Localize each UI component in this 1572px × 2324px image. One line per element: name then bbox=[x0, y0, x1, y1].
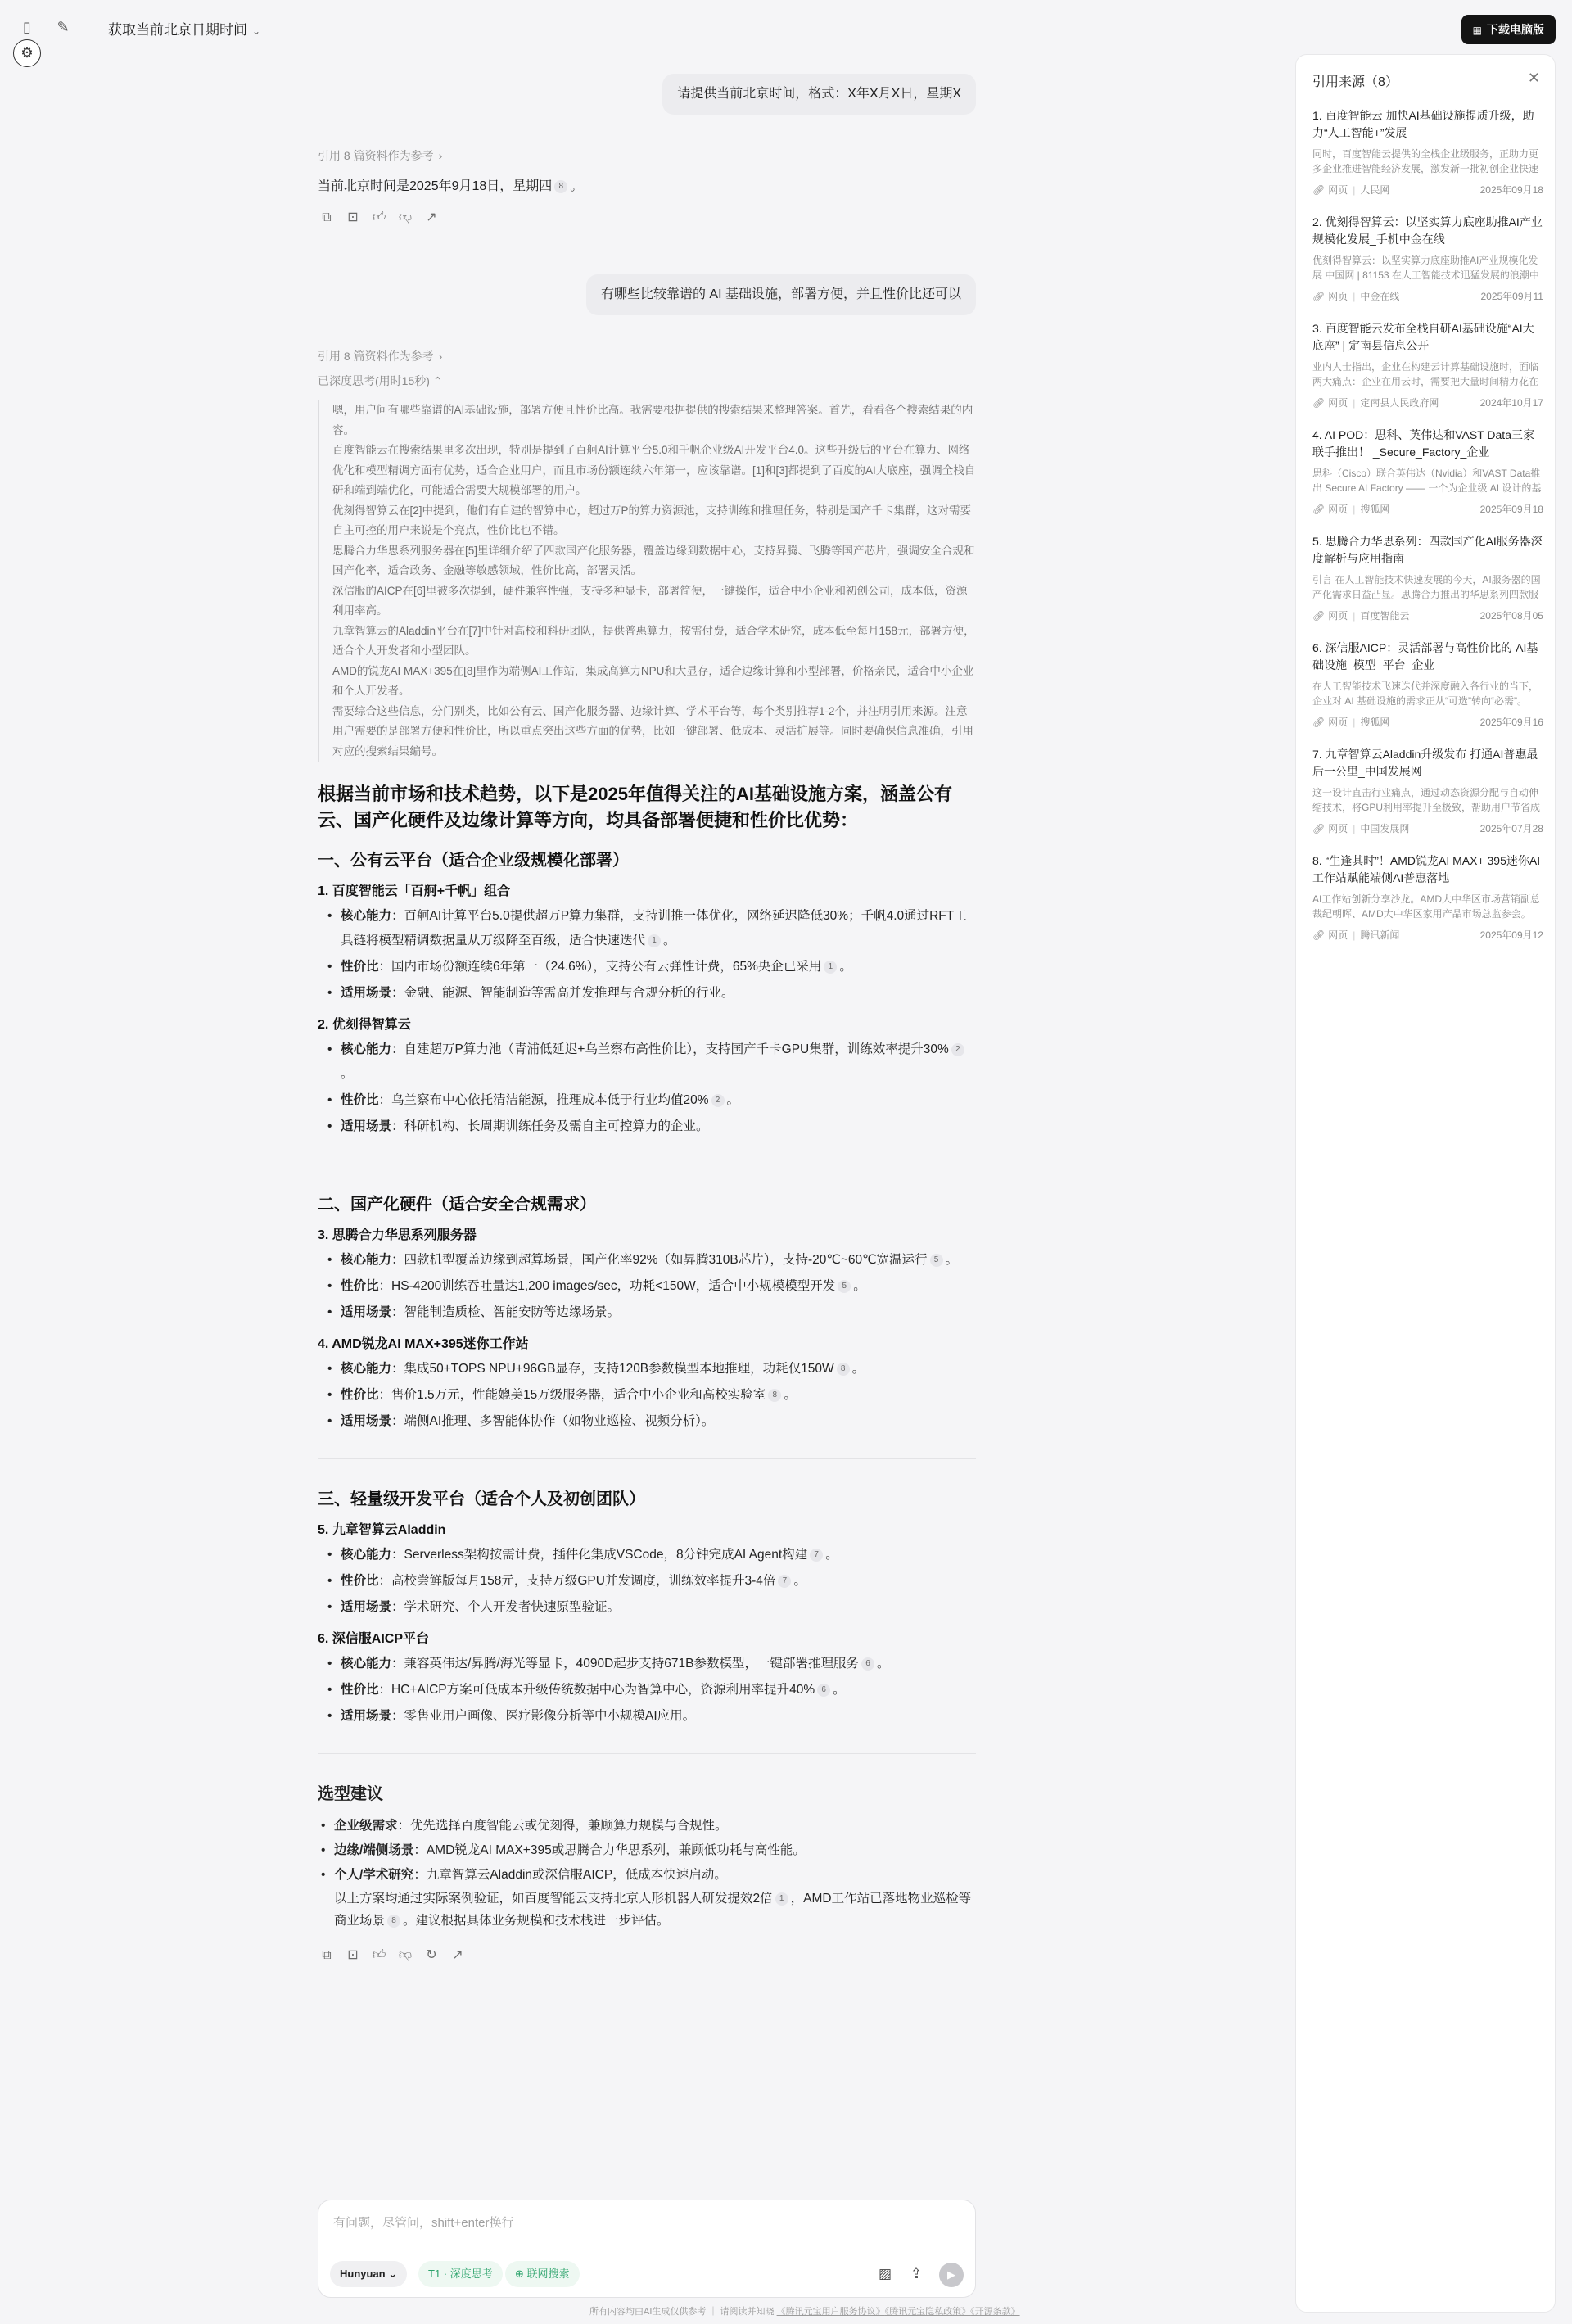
source-card[interactable] bbox=[1312, 533, 1543, 640]
citation-badge[interactable]: 6 bbox=[817, 1684, 830, 1697]
citation-badge[interactable]: 1 bbox=[824, 961, 837, 974]
option-title: 5. 九章智算云Aladdin bbox=[318, 1523, 446, 1537]
note-text: 。建议根据具体业务规模和技术栈进一步评估。 bbox=[403, 1914, 670, 1928]
thinking-paragraph: 九章智算云的Aladdin平台在[7]中针对高校和科研团队，提供普惠算力，按需付费，适合学术研究，成本低至每月158元，部署方便，适合个人开发者和小型团队。 bbox=[332, 624, 975, 657]
chevron-right-icon: › bbox=[438, 350, 443, 363]
list-item: • 性价比：HS-4200训练吞吐量达1,200 images/sec，功耗<150W，适合中小规模模型开发 5 。 bbox=[341, 1274, 976, 1299]
chat-input[interactable]: 有问题，尽管问，shift+enter换行 bbox=[333, 2216, 514, 2230]
source-site: 腾讯新闻 bbox=[1360, 929, 1400, 941]
link-icon: 🔗︎ bbox=[1312, 184, 1326, 196]
source-date: 2025年09月16 bbox=[1479, 717, 1543, 728]
references-label: 引用 8 篇资料作为参考 bbox=[318, 350, 434, 363]
meta-separator: | bbox=[1353, 504, 1356, 515]
bookmark-icon[interactable]: ⊡ bbox=[347, 210, 359, 224]
source-title[interactable]: 3. 百度智能云发布全栈自研AI基础设施“AI大底座” | 定南县信息公开 bbox=[1312, 322, 1534, 352]
source-type: 网页 bbox=[1328, 823, 1348, 834]
item-text: ：乌兰察布中心依托清洁能源，推理成本低于行业均值20% bbox=[378, 1093, 709, 1107]
recommendation-note bbox=[334, 1888, 976, 1932]
source-meta bbox=[1312, 821, 1543, 834]
option-title: 2. 优刻得智算云 bbox=[318, 1018, 411, 1032]
opensource-link[interactable]: 《开源条款》 bbox=[970, 2307, 1020, 2317]
option-details bbox=[341, 1543, 976, 1620]
link-icon: 🔗︎ bbox=[1312, 291, 1326, 302]
item-label: 适用场景 bbox=[341, 1305, 392, 1319]
item-label: 性价比 bbox=[341, 1683, 379, 1697]
source-site: 定南县人民政府网 bbox=[1360, 397, 1439, 409]
meta-separator: | bbox=[1353, 397, 1356, 409]
list-item: • 性价比：高校尝鲜版每月158元，支持万级GPU并发调度，训练效率提升3-4倍 7 。 bbox=[341, 1569, 976, 1594]
chevron-right-icon: › bbox=[438, 149, 443, 162]
meta-separator: | bbox=[1353, 823, 1356, 834]
source-title[interactable]: 6. 深信服AICP：灵活部署与高性价比的 AI基础设施_模型_平台_企业 bbox=[1312, 641, 1538, 671]
item-text: ：国内市场份额连续6年第一（24.6%），支持公有云弹性计费，65%央企已采用 bbox=[378, 960, 822, 974]
citation-badge[interactable]: 7 bbox=[778, 1575, 791, 1588]
conversation-title-text: 获取当前北京日期时间 bbox=[108, 22, 247, 38]
source-meta bbox=[1312, 928, 1543, 941]
chevron-up-icon: ⌃ bbox=[432, 374, 443, 387]
source-site: 人民网 bbox=[1360, 184, 1390, 196]
source-type: 网页 bbox=[1328, 504, 1348, 515]
source-date: 2025年08月05 bbox=[1479, 610, 1543, 622]
source-snippet: 引言 在人工智能技术快速发展的今天，AI服务器的国产化需求日益凸显。思腾合力推出的华思系列四款服 bbox=[1312, 574, 1541, 600]
source-snippet: AI工作站创新分享沙龙。AMD大中华区市场营销副总裁纪朝晖、AMD大中华区家用产品市场总监参会。 bbox=[1312, 893, 1541, 920]
item-text: ：科研机构、长周期训练任务及需自主可控算力的企业。 bbox=[391, 1119, 709, 1133]
citation-badge[interactable]: 7 bbox=[810, 1549, 823, 1562]
source-type: 网页 bbox=[1328, 184, 1348, 196]
list-item: • 核心能力：百舸AI计算平台5.0提供超万P算力集群，支持训推一体优化，网络延迟降低30%；千帆4.0通过RFT工具链将模型精调数据量从万级降至百级，适合快速迭代 1 。 bbox=[341, 904, 976, 953]
item-label: 性价比 bbox=[341, 1279, 379, 1293]
thinking-paragraph: 优刻得智算云在[2]中提到，他们有自建的智算中心，超过万P的算力资源池，支持训练和推理任务，特别是国产千卡集群，这对需要自主可控的用户来说是个亮点，性价比也不错。 bbox=[332, 504, 972, 536]
send-button[interactable] bbox=[939, 2263, 964, 2287]
option-details bbox=[341, 1248, 976, 1325]
source-snippet: 在人工智能技术飞速迭代并深度融入各行业的当下，企业对 AI 基础设施的需求正从“可选”转向“必需”。 bbox=[1312, 680, 1539, 707]
source-title[interactable]: 4. AI POD：思科、英伟达和VAST Data三家联手推出！ _Secure_Factory_企业 bbox=[1312, 428, 1534, 459]
list-item bbox=[341, 1595, 976, 1620]
close-icon[interactable]: ✕ bbox=[1527, 70, 1540, 86]
item-text: ：端侧AI推理、多智能体协作（如物业巡检、视频分析）。 bbox=[391, 1414, 715, 1428]
citation-badge[interactable]: 8 bbox=[387, 1915, 400, 1928]
item-text: ：高校尝鲜版每月158元，支持万级GPU并发调度，训练效率提升3-4倍 bbox=[378, 1574, 776, 1588]
option-details bbox=[341, 904, 976, 1006]
footer-text: 所有内容均由AI生成仅供参考 ｜ 请阅读并知晓 bbox=[590, 2307, 775, 2317]
item-label: 性价比 bbox=[341, 960, 379, 974]
section-divider bbox=[318, 1753, 976, 1754]
item-label: 个人/学术研究 bbox=[334, 1868, 414, 1882]
source-date: 2025年09月12 bbox=[1479, 929, 1543, 941]
meta-separator: | bbox=[1353, 610, 1356, 622]
list-item bbox=[341, 1115, 976, 1139]
item-label: 核心能力 bbox=[341, 1042, 392, 1056]
note-text: 以上方案均通过实际案例验证，如百度智能云支持北京人形机器人研发提效2倍 bbox=[334, 1892, 773, 1906]
item-text: ：四款机型覆盖边缘到超算场景，国产化率92%（如昇腾310B芯片），支持-20℃~60℃宽温运行 bbox=[391, 1253, 928, 1267]
source-meta bbox=[1312, 289, 1543, 302]
section-heading: 一、公有云平台（适合企业级规模化部署） bbox=[318, 852, 629, 870]
chevron-down-icon: ⌄ bbox=[252, 25, 261, 37]
item-label: 适用场景 bbox=[341, 1600, 392, 1614]
link-icon: 🔗︎ bbox=[1312, 823, 1326, 834]
user-message: 请提供当前北京时间，格式：X年X月X日，星期X bbox=[662, 74, 976, 115]
option-title: 4. AMD锐龙AI MAX+395迷你工作站 bbox=[318, 1337, 529, 1351]
source-title[interactable]: 2. 优刻得智算云：以坚实算力底座助推AI产业规模化发展_手机中金在线 bbox=[1312, 215, 1543, 246]
citation-badge[interactable]: 1 bbox=[648, 934, 661, 947]
source-title[interactable]: 8. “生逢其时”！AMD锐龙AI MAX+ 395迷你AI工作站赋能端侧AI普惠落地 bbox=[1312, 854, 1541, 884]
source-snippet: 思科（Cisco）联合英伟达（Nvidia）和VAST Data推出 Secure AI Factory —— 一个为企业级 AI 设计的基 bbox=[1312, 468, 1542, 494]
model-selector[interactable] bbox=[330, 2261, 407, 2287]
item-text: ：学术研究、个人开发者快速原型验证。 bbox=[391, 1600, 621, 1614]
source-site: 中国发展网 bbox=[1360, 823, 1410, 834]
list-item bbox=[341, 1704, 976, 1729]
item-label: 核心能力 bbox=[341, 1362, 392, 1376]
source-site: 百度智能云 bbox=[1360, 610, 1410, 622]
globe-icon: ⊕ bbox=[515, 2267, 524, 2280]
source-date: 2025年09月18 bbox=[1479, 504, 1543, 515]
option-details bbox=[341, 1038, 976, 1139]
source-snippet: 这一设计直击行业痛点，通过动态资源分配与自动伸缩技术，将GPU利用率提升至极致，帮助用户节省成 bbox=[1312, 787, 1541, 813]
item-label: 性价比 bbox=[341, 1093, 379, 1107]
item-text: ：优先选择百度智能云或优刻得，兼顾算力规模与合规性。 bbox=[397, 1819, 728, 1833]
link-icon: 🔗︎ bbox=[1312, 717, 1326, 728]
sidebar-toggle-icon[interactable]: ▯ bbox=[23, 19, 31, 35]
section-divider bbox=[318, 1458, 976, 1459]
item-text: ：售价1.5万元，性能媲美15万级服务器，适合中小企业和高校实验室 bbox=[378, 1388, 766, 1402]
answer-text: 当前北京时间是2025年9月18日，星期四 bbox=[318, 179, 553, 193]
thinking-paragraph: AMD的锐龙AI MAX+395在[8]里作为端侧AI工作站，集成高算力NPU和大显存，适合边缘计算和小型部署，价格亲民，适合中小企业和个人开发者。 bbox=[332, 664, 974, 697]
item-text: ：集成50+TOPS NPU+96GB显存，支持120B参数模型本地推理，功耗仅150W bbox=[391, 1362, 834, 1376]
item-label: 核心能力 bbox=[341, 909, 392, 923]
thinking-paragraph: 需要综合这些信息，分门别类，比如公有云、国产化服务器、边缘计算、学术平台等，每个类别推荐1-2个，并注明引用来源。注意用户需要的是部署方便和性价比，所以重点突出这些方面的优势，比如一键部署、低成本、灵活扩展等。同时要确保信息准确，引用对应的搜索结果编号。 bbox=[332, 704, 973, 757]
option-details bbox=[341, 1652, 976, 1729]
meta-separator: | bbox=[1353, 184, 1356, 196]
item-label: 适用场景 bbox=[341, 1119, 392, 1133]
source-type: 网页 bbox=[1328, 610, 1348, 622]
thinking-paragraph: 嗯，用户问有哪些靠谱的AI基础设施，部署方便且性价比高。我需要根据提供的搜索结果来整理答案。首先，看看各个搜索结果的内容。 bbox=[332, 404, 973, 436]
thinking-paragraph: 百度智能云在搜索结果里多次出现，特别是提到了百舸AI计算平台5.0和千帆企业级AI开发平台4.0。这些升级后的平台在算力、网络优化和模型精调方面有优势，适合企业用户，而且市场份额连续六年第一，应该靠谱。[1]和[3]都提到了百度的AI大底座，强调全栈自研和端到端优化，可能适合需要大规模部署的用户。 bbox=[332, 444, 976, 496]
thumbs-up-icon[interactable]: 👍︎ bbox=[372, 1948, 386, 1962]
citation-badge[interactable]: 1 bbox=[775, 1892, 788, 1906]
footer-disclaimer bbox=[590, 2304, 1020, 2317]
privacy-link[interactable]: 《腾讯元宝隐私政策》 bbox=[884, 2307, 971, 2317]
source-meta bbox=[1312, 608, 1543, 622]
list-item: • 核心能力：四款机型覆盖边缘到超算场景，国产化率92%（如昇腾310B芯片），支持-20℃~60℃宽温运行 5 。 bbox=[341, 1248, 976, 1273]
chat-input-box[interactable] bbox=[318, 2200, 976, 2298]
citation-badge[interactable]: 2 bbox=[951, 1043, 964, 1056]
chevron-down-icon: ⌄ bbox=[388, 2267, 398, 2280]
download-desktop-button[interactable] bbox=[1461, 15, 1556, 44]
list-item bbox=[334, 1863, 976, 1888]
web-search-label: 联网搜索 bbox=[526, 2267, 570, 2280]
item-label: 适用场景 bbox=[341, 1709, 392, 1723]
list-item bbox=[341, 1300, 976, 1325]
citation-badge[interactable]: 5 bbox=[930, 1254, 943, 1267]
source-date: 2025年09月18 bbox=[1479, 184, 1543, 196]
bookmark-icon[interactable]: ⊡ bbox=[347, 1948, 359, 1962]
source-title[interactable]: 7. 九章智算云Aladdin升级发布 打通AI普惠最后一公里_中国发展网 bbox=[1312, 748, 1538, 778]
conversation bbox=[318, 74, 976, 1965]
top-bar bbox=[0, 0, 1572, 61]
assistant-answer: 当前北京时间是2025年9月18日，星期四 8 。 bbox=[318, 179, 584, 193]
source-meta bbox=[1312, 715, 1543, 728]
references-label: 引用 8 篇资料作为参考 bbox=[318, 149, 434, 162]
citation-badge[interactable]: 8 bbox=[837, 1363, 850, 1376]
citation-badge[interactable]: 5 bbox=[838, 1280, 851, 1293]
message-actions bbox=[318, 209, 976, 227]
source-title[interactable]: 5. 思腾合力华思系列：四款国产化AI服务器深度解析与应用指南 bbox=[1312, 535, 1543, 565]
file-upload-icon[interactable]: ⇪ bbox=[910, 2266, 923, 2281]
item-label: 企业级需求 bbox=[334, 1819, 398, 1833]
source-type: 网页 bbox=[1328, 397, 1348, 409]
citation-badge[interactable]: 8 bbox=[554, 180, 567, 193]
source-card[interactable] bbox=[1312, 852, 1543, 959]
citation-badge[interactable]: 2 bbox=[711, 1094, 725, 1107]
source-card[interactable] bbox=[1312, 640, 1543, 746]
list-item bbox=[341, 1409, 976, 1434]
model-label: Hunyuan bbox=[340, 2267, 386, 2280]
source-card[interactable] bbox=[1312, 746, 1543, 852]
item-label: 边缘/端侧场景 bbox=[334, 1843, 414, 1857]
list-item: • 核心能力：集成50+TOPS NPU+96GB显存，支持120B参数模型本地推理，功耗仅150W 8 。 bbox=[341, 1357, 976, 1381]
list-item: • 核心能力：Serverless架构按需计费，插件化集成VSCode，8分钟完成AI Agent构建 7 。 bbox=[341, 1543, 976, 1567]
item-label: 适用场景 bbox=[341, 1414, 392, 1428]
source-snippet: 同时，百度智能云提供的全栈企业级服务，正助力更多企业推进智能经济发展，激发新一批初创企业快速 bbox=[1312, 148, 1539, 174]
item-text: ：AMD锐龙AI MAX+395或思腾合力华思系列，兼顾低功耗与高性能。 bbox=[413, 1843, 806, 1857]
list-item bbox=[334, 1814, 976, 1838]
citation-badge[interactable]: 6 bbox=[861, 1657, 874, 1671]
thinking-content bbox=[318, 400, 976, 762]
option-title: 1. 百度智能云「百舸+千帆」组合 bbox=[318, 884, 511, 898]
item-text: ：九章智算云Aladdin或深信服AICP，低成本快速启动。 bbox=[413, 1868, 727, 1882]
meta-separator: | bbox=[1353, 717, 1356, 728]
copy-icon[interactable]: ⧉ bbox=[322, 1948, 332, 1962]
references-link[interactable] bbox=[318, 348, 976, 364]
item-label: 核心能力 bbox=[341, 1657, 392, 1671]
regenerate-icon[interactable]: ↻ bbox=[426, 1948, 437, 1962]
list-item bbox=[341, 981, 976, 1006]
source-card[interactable] bbox=[1312, 107, 1543, 214]
list-item: • 性价比：乌兰察布中心依托清洁能源，推理成本低于行业均值20% 2 。 bbox=[341, 1088, 976, 1113]
item-label: 性价比 bbox=[341, 1388, 379, 1402]
deep-think-label: 已深度思考(用时15秒) bbox=[318, 374, 430, 387]
thinking-paragraph: 思腾合力华思系列服务器在[5]里详细介绍了四款国产化服务器，覆盖边缘到数据中心，支持昇腾、飞腾等国产芯片，强调安全合规和国产化率，适合政务、金融等敏感领域，性价比高，部署灵活。 bbox=[332, 544, 975, 576]
item-text: ：HC+AICP方案可低成本升级传统数据中心为智算中心，资源利用率提升40% bbox=[378, 1683, 815, 1697]
copy-icon[interactable]: ⧉ bbox=[322, 210, 332, 224]
answer-sections bbox=[318, 847, 976, 1754]
source-type: 网页 bbox=[1328, 717, 1348, 728]
thumbs-up-icon[interactable]: 👍︎ bbox=[372, 210, 386, 224]
list-item: • 性价比：售价1.5万元，性能媲美15万级服务器，适合中小企业和高校实验室 8 。 bbox=[341, 1383, 976, 1408]
citation-badge[interactable]: 8 bbox=[768, 1389, 781, 1402]
option-details bbox=[341, 1357, 976, 1434]
item-text: ：HS-4200训练吞吐量达1,200 images/sec，功耗<150W，适合中小规模模型开发 bbox=[378, 1279, 836, 1293]
thumbs-down-icon[interactable]: 👎︎ bbox=[398, 210, 413, 224]
item-text: ：智能制造质检、智能安防等边缘场景。 bbox=[391, 1305, 621, 1319]
source-type: 网页 bbox=[1328, 291, 1348, 302]
source-site: 搜狐网 bbox=[1360, 504, 1390, 515]
source-date: 2025年09月11 bbox=[1480, 291, 1543, 302]
references-link[interactable] bbox=[318, 147, 976, 164]
sources-panel bbox=[1295, 54, 1556, 2313]
source-card[interactable] bbox=[1312, 427, 1543, 533]
link-icon: 🔗︎ bbox=[1312, 929, 1326, 941]
send-icon: ▶ bbox=[947, 2268, 955, 2281]
thinking-paragraph: 深信服的AICP在[6]里被多次提到，硬件兼容性强，支持多种显卡，部署简便，一键操作，适合中小企业和初创公司，成本低，资源利用率高。 bbox=[332, 584, 968, 617]
item-label: 核心能力 bbox=[341, 1548, 392, 1562]
settings-icon[interactable]: ⚙ bbox=[13, 39, 41, 67]
item-text: ：零售业用户画像、医疗影像分析等中小规模AI应用。 bbox=[391, 1709, 696, 1723]
conversation-title[interactable] bbox=[108, 18, 260, 38]
link-icon: 🔗︎ bbox=[1312, 397, 1326, 409]
assistant-answer bbox=[318, 781, 976, 1965]
note-text: ，AMD工作站已落地物业巡检等商业场景 bbox=[334, 1892, 972, 1928]
source-card[interactable] bbox=[1312, 214, 1543, 320]
new-chat-icon[interactable]: ✎ bbox=[56, 19, 70, 35]
list-item: • 核心能力：兼容英伟达/昇腾/海光等显卡，4090D起步支持671B参数模型，一键部署推理服务 6 。 bbox=[341, 1652, 976, 1676]
terms-link[interactable]: 《腾讯元宝用户服务协议》 bbox=[776, 2307, 885, 2317]
source-snippet: 优刻得智算云：以坚实算力底座助推AI产业规模化发展 中国网 | 81153 在人工智能技术迅猛发展的浪潮中 bbox=[1312, 255, 1539, 281]
list-item: • 核心能力：自建超万P算力池（青浦低延迟+乌兰察布高性价比），支持国产千卡GPU集群，训练效率提升30% 2。 bbox=[341, 1038, 976, 1087]
source-date: 2024年10月17 bbox=[1479, 397, 1543, 409]
web-search-chip[interactable] bbox=[505, 2261, 580, 2287]
message-actions bbox=[318, 1946, 976, 1965]
source-site: 中金在线 bbox=[1360, 291, 1400, 302]
item-text: ：百舸AI计算平台5.0提供超万P算力集群，支持训推一体优化，网络延迟降低30%；千帆4.0通过RFT工具链将模型精调数据量从万级降至百级，适合快速迭代 bbox=[341, 909, 967, 947]
section-heading: 三、轻量级开发平台（适合个人及初创团队） bbox=[318, 1490, 645, 1508]
image-upload-icon[interactable]: ▨ bbox=[878, 2266, 892, 2281]
thumbs-down-icon[interactable]: 👎︎ bbox=[398, 1948, 413, 1962]
option-title: 6. 深信服AICP平台 bbox=[318, 1632, 430, 1646]
source-date: 2025年07月28 bbox=[1479, 823, 1543, 834]
list-item bbox=[334, 1838, 976, 1863]
meta-separator: | bbox=[1353, 929, 1356, 941]
source-meta bbox=[1312, 396, 1543, 409]
source-site: 搜狐网 bbox=[1360, 717, 1390, 728]
share-icon[interactable]: ↗ bbox=[426, 210, 437, 224]
item-text: ：自建超万P算力池（青浦低延迟+乌兰察布高性价比），支持国产千卡GPU集群，训练效率提升30% bbox=[391, 1042, 949, 1056]
section-heading: 二、国产化硬件（适合安全合规需求） bbox=[318, 1196, 596, 1214]
item-label: 适用场景 bbox=[341, 986, 392, 1000]
item-label: 核心能力 bbox=[341, 1253, 392, 1267]
source-snippet: 业内人士指出，企业在构建云计算基础设施时，面临两大痛点：企业在用云时，需要把大量时间精力花在 bbox=[1312, 361, 1539, 387]
item-text: ：兼容英伟达/昇腾/海光等显卡，4090D起步支持671B参数模型，一键部署推理服务 bbox=[391, 1657, 860, 1671]
source-meta bbox=[1312, 502, 1543, 515]
recommendation-list bbox=[334, 1814, 976, 1888]
recommendation-heading: 选型建议 bbox=[318, 1785, 383, 1803]
link-icon: 🔗︎ bbox=[1312, 610, 1326, 622]
user-message: 有哪些比较靠谱的 AI 基础设施，部署方便，并且性价比还可以 bbox=[586, 274, 976, 315]
share-icon[interactable]: ↗ bbox=[452, 1948, 463, 1962]
deep-think-chip[interactable]: T1 · 深度思考 bbox=[418, 2261, 503, 2287]
item-label: 性价比 bbox=[341, 1574, 379, 1588]
deep-think-toggle[interactable] bbox=[318, 373, 976, 389]
meta-separator: | bbox=[1353, 291, 1356, 302]
answer-title: 根据当前市场和技术趋势，以下是2025年值得关注的AI基础设施方案，涵盖公有云、国产化硬件及边缘计算等方向，均具备部署便捷和性价比优势： bbox=[318, 784, 952, 830]
link-icon: 🔗︎ bbox=[1312, 504, 1326, 515]
list-item: • 性价比：国内市场份额连续6年第一（24.6%），支持公有云弹性计费，65%央企已采用 1 。 bbox=[341, 955, 976, 979]
option-title: 3. 思腾合力华思系列服务器 bbox=[318, 1228, 477, 1242]
item-text: ：金融、能源、智能制造等需高并发推理与合规分析的行业。 bbox=[391, 986, 734, 1000]
windows-icon: ▦ bbox=[1472, 25, 1482, 36]
source-list bbox=[1312, 107, 1543, 959]
sources-title: 引用来源（8） bbox=[1312, 75, 1398, 89]
source-meta bbox=[1312, 183, 1543, 196]
list-item: • 性价比：HC+AICP方案可低成本升级传统数据中心为智算中心，资源利用率提升40% 6 。 bbox=[341, 1678, 976, 1702]
source-card[interactable] bbox=[1312, 320, 1543, 427]
source-type: 网页 bbox=[1328, 929, 1348, 941]
item-text: ：Serverless架构按需计费，插件化集成VSCode，8分钟完成AI Agent构建 bbox=[391, 1548, 808, 1562]
download-desktop-label: 下载电脑版 bbox=[1487, 23, 1544, 36]
source-title[interactable]: 1. 百度智能云 加快AI基础设施提质升级，助力“人工智能+”发展 bbox=[1312, 109, 1534, 139]
